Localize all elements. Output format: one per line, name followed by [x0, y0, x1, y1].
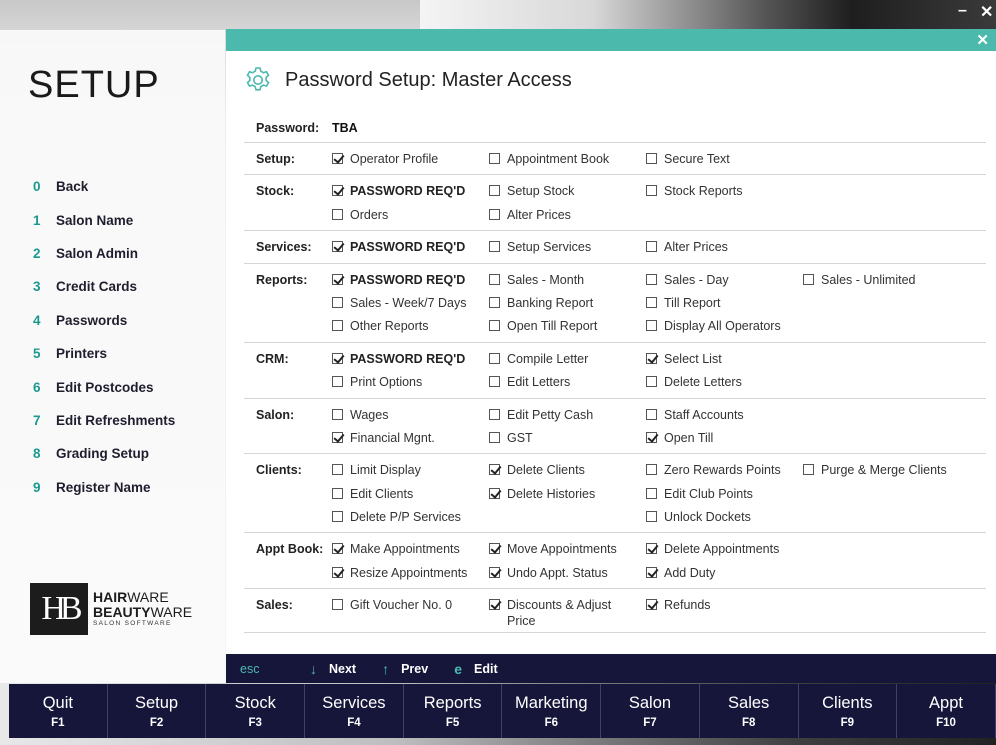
checkbox-staff-accounts[interactable] — [646, 404, 803, 427]
checkbox-label: Limit Display — [350, 463, 421, 478]
fkey-sales-button[interactable] — [700, 684, 799, 738]
logo-word: HAIR — [93, 589, 128, 606]
shortcut-label: Prev — [401, 661, 429, 676]
checkbox-label: PASSWORD REQ'D — [350, 272, 466, 287]
sidebar-item-label: Printers — [56, 346, 108, 362]
sidebar-item-number: 4 — [33, 312, 41, 328]
sidebar-item-label: Passwords — [56, 312, 128, 328]
checkbox-unchecked-icon[interactable] — [489, 432, 500, 443]
checkbox-unchecked-icon[interactable] — [489, 297, 500, 308]
checkbox-label: Edit Clients — [350, 486, 414, 501]
sidebar-item-number: 6 — [33, 379, 41, 395]
gear-icon — [243, 65, 273, 95]
checkbox-label: Alter Prices — [664, 240, 728, 255]
checkbox-unchecked-icon[interactable] — [332, 376, 343, 387]
section-options — [332, 343, 986, 398]
section-label: Reports: — [256, 272, 308, 287]
password-setup-dialog — [226, 29, 996, 654]
section-options — [332, 264, 986, 342]
checkbox-delete-letters[interactable] — [646, 371, 803, 394]
checkbox-unchecked-icon[interactable] — [803, 274, 814, 285]
permission-section-services — [244, 231, 986, 263]
checkbox-open-till-report[interactable] — [489, 315, 646, 338]
function-key-bar — [9, 684, 996, 738]
sidebar-item-number: 9 — [33, 479, 41, 495]
checkbox-gst[interactable] — [489, 427, 646, 450]
checkbox-label: Banking Report — [507, 295, 594, 310]
fkey-label: Reports — [423, 693, 482, 712]
checkbox-unchecked-icon[interactable] — [646, 185, 657, 196]
section-options — [332, 589, 986, 632]
dialog-close-button[interactable]: ✕ — [976, 32, 989, 49]
checkbox-delete-p-p-services[interactable] — [332, 506, 489, 529]
checkbox-label: Delete P/P Services — [350, 510, 461, 525]
section-label: Services: — [256, 240, 312, 255]
checkbox-financial-mgnt[interactable] — [332, 427, 489, 450]
checkbox-label: Move Appointments — [507, 542, 617, 557]
checkbox-operator-profile[interactable] — [332, 148, 489, 171]
checkbox-checked-icon[interactable] — [332, 185, 343, 196]
checkbox-unchecked-icon[interactable] — [646, 376, 657, 387]
sidebar — [0, 30, 225, 683]
logo-tagline: SALON SOFTWARE — [93, 619, 172, 627]
checkbox-checked-icon[interactable] — [332, 543, 343, 554]
fkey-shortcut: F9 — [840, 716, 855, 729]
up-arrow-icon: ↑ — [382, 660, 390, 677]
checkbox-label: Till Report — [664, 295, 721, 310]
checkbox-gift-voucher-no-0[interactable] — [332, 594, 489, 629]
section-options — [332, 143, 986, 174]
checkbox-unchecked-icon[interactable] — [646, 274, 657, 285]
checkbox-delete-appointments[interactable] — [646, 538, 803, 561]
checkbox-checked-icon[interactable] — [489, 567, 500, 578]
sidebar-item-number: 2 — [33, 245, 41, 261]
dialog-header — [243, 65, 572, 95]
permission-section-setup — [244, 143, 986, 175]
fkey-marketing-button[interactable] — [502, 684, 601, 738]
section-label: CRM: — [256, 351, 289, 366]
checkbox-unchecked-icon[interactable] — [803, 464, 814, 475]
sidebar-item-back[interactable] — [33, 170, 175, 203]
fkey-label: Stock — [234, 693, 276, 712]
permission-section-sales — [244, 589, 986, 633]
checkbox-setup-stock[interactable] — [489, 180, 646, 203]
checkbox-print-options[interactable] — [332, 371, 489, 394]
checkbox-stock-reports[interactable] — [646, 180, 803, 203]
checkbox-unchecked-icon[interactable] — [489, 153, 500, 164]
sidebar-item-passwords[interactable] — [33, 304, 175, 337]
sidebar-item-label: Grading Setup — [56, 446, 150, 462]
section-label: Appt Book: — [256, 542, 324, 557]
section-options — [332, 399, 986, 454]
checkbox-label: Print Options — [350, 375, 423, 390]
fkey-reports-button[interactable] — [404, 684, 503, 738]
sidebar-item-number: 1 — [33, 212, 41, 228]
checkbox-unchecked-icon[interactable] — [489, 274, 500, 285]
checkbox-label: Compile Letter — [507, 351, 589, 366]
sidebar-item-edit-postcodes[interactable] — [33, 370, 175, 403]
checkbox-limit-display[interactable] — [332, 459, 489, 482]
sidebar-item-label: Register Name — [56, 479, 151, 495]
sidebar-item-salon-name[interactable] — [33, 203, 175, 236]
checkbox-move-appointments[interactable] — [489, 538, 646, 561]
sidebar-item-grading-setup[interactable] — [33, 437, 175, 470]
permission-section-clients — [244, 454, 986, 533]
fkey-appt-button[interactable] — [897, 684, 996, 738]
sidebar-item-credit-cards[interactable] — [33, 270, 175, 303]
checkbox-label: Unlock Dockets — [664, 510, 751, 525]
section-options — [332, 454, 986, 532]
checkbox-label: Sales - Week/7 Days — [350, 295, 467, 310]
password-label: Password: — [256, 120, 320, 135]
sidebar-item-number: 8 — [33, 446, 41, 462]
checkbox-label: Undo Appt. Status — [507, 565, 608, 580]
checkbox-alter-prices[interactable] — [646, 236, 803, 259]
checkbox-label: Wages — [350, 407, 389, 422]
shortcut-edit[interactable] — [454, 661, 497, 677]
checkbox-unchecked-icon[interactable] — [646, 241, 657, 252]
checkbox-checked-icon[interactable] — [489, 464, 500, 475]
password-row — [244, 113, 986, 143]
fkey-label: Appt — [929, 693, 963, 712]
logo-word: BEAUTY — [93, 604, 151, 621]
down-arrow-icon: ↓ — [310, 660, 317, 677]
fkey-clients-button[interactable] — [799, 684, 898, 738]
fkey-shortcut: F7 — [643, 716, 657, 729]
checkbox-unchecked-icon[interactable] — [646, 464, 657, 475]
section-options — [332, 175, 986, 230]
checkbox-password-req-d[interactable] — [332, 269, 489, 292]
checkbox-label: Discounts & Adjust Price — [507, 598, 612, 629]
checkbox-unchecked-icon[interactable] — [332, 297, 343, 308]
checkbox-checked-icon[interactable] — [489, 599, 500, 610]
checkbox-secure-text[interactable] — [646, 148, 803, 171]
checkbox-password-req-d[interactable] — [332, 236, 489, 259]
checkbox-unchecked-icon[interactable] — [489, 376, 500, 387]
checkbox-label: Display All Operators — [664, 319, 781, 334]
checkbox-edit-club-points[interactable] — [646, 483, 803, 506]
checkbox-add-duty[interactable] — [646, 562, 803, 585]
sidebar-item-number: 0 — [33, 179, 41, 195]
checkbox-checked-icon[interactable] — [646, 543, 657, 554]
permission-section-stock — [244, 175, 986, 231]
checkbox-banking-report[interactable] — [489, 292, 646, 315]
checkbox-label: Stock Reports — [664, 184, 743, 199]
checkbox-label: PASSWORD REQ'D — [350, 240, 466, 255]
section-label: Stock: — [256, 184, 295, 199]
checkbox-label: Orders — [350, 207, 389, 222]
checkbox-label: Setup Services — [507, 240, 592, 255]
sidebar-item-label: Edit Refreshments — [56, 412, 176, 428]
logo-word: WARE — [150, 604, 193, 621]
checkbox-checked-icon[interactable] — [489, 488, 500, 499]
checkbox-undo-appt-status[interactable] — [489, 562, 646, 585]
checkbox-unchecked-icon[interactable] — [332, 209, 343, 220]
checkbox-unchecked-icon[interactable] — [332, 511, 343, 522]
fkey-shortcut: F2 — [149, 716, 164, 729]
checkbox-unchecked-icon[interactable] — [489, 320, 500, 331]
checkbox-sales-week-7-days[interactable] — [332, 292, 489, 315]
checkbox-delete-clients[interactable] — [489, 459, 646, 482]
checkbox-unchecked-icon[interactable] — [646, 297, 657, 308]
checkbox-label: Operator Profile — [350, 152, 439, 166]
checkbox-label: Sales - Unlimited — [821, 272, 916, 287]
checkbox-edit-clients[interactable] — [332, 483, 489, 506]
checkbox-sales-day[interactable] — [646, 269, 803, 292]
checkbox-delete-histories[interactable] — [489, 483, 646, 506]
checkbox-unchecked-icon[interactable] — [646, 409, 657, 420]
checkbox-label: Appointment Book — [507, 152, 610, 166]
sidebar-item-printers[interactable] — [33, 337, 175, 370]
sidebar-menu — [33, 170, 175, 504]
checkbox-label: Open Till Report — [507, 319, 598, 334]
fkey-label: Marketing — [515, 693, 588, 712]
permission-section-appt-book — [244, 533, 986, 589]
checkbox-zero-rewards-points[interactable] — [646, 459, 803, 482]
checkbox-label: Edit Letters — [507, 375, 571, 390]
status-bar — [226, 654, 996, 683]
section-label: Setup: — [256, 152, 295, 166]
checkbox-label: Purge & Merge Clients — [821, 463, 947, 478]
sidebar-item-label: Edit Postcodes — [56, 379, 154, 395]
checkbox-label: Secure Text — [664, 152, 730, 166]
sidebar-item-label: Back — [56, 179, 89, 195]
checkbox-label: Edit Petty Cash — [507, 407, 594, 422]
sidebar-item-number: 5 — [33, 346, 41, 362]
fkey-shortcut: F1 — [51, 716, 65, 729]
checkbox-unchecked-icon[interactable] — [332, 464, 343, 475]
section-label: Sales: — [256, 598, 293, 613]
checkbox-checked-icon[interactable] — [646, 353, 657, 364]
checkbox-resize-appointments[interactable] — [332, 562, 489, 585]
checkbox-label: Alter Prices — [507, 207, 571, 222]
checkbox-checked-icon[interactable] — [332, 241, 343, 252]
section-options — [332, 231, 986, 262]
fkey-shortcut: F10 — [936, 716, 956, 729]
sidebar-item-label: Salon Name — [56, 212, 134, 228]
checkbox-label: GST — [507, 430, 533, 445]
esc-hint[interactable]: esc — [240, 661, 260, 676]
sidebar-item-register-name[interactable] — [33, 471, 175, 504]
checkbox-checked-icon[interactable] — [646, 432, 657, 443]
checkbox-refunds[interactable] — [646, 594, 803, 629]
fkey-quit-button[interactable] — [9, 684, 108, 738]
checkbox-label: Sales - Day — [664, 272, 729, 287]
section-label: Clients: — [256, 463, 302, 478]
fkey-label: Services — [322, 693, 386, 712]
checkbox-checked-icon[interactable] — [646, 567, 657, 578]
checkbox-unchecked-icon[interactable] — [489, 409, 500, 420]
checkbox-label: Delete Appointments — [664, 542, 780, 557]
shortcut-label: Edit — [474, 661, 498, 676]
checkbox-checked-icon[interactable] — [332, 432, 343, 443]
checkbox-password-req-d[interactable] — [332, 348, 489, 371]
checkbox-make-appointments[interactable] — [332, 538, 489, 561]
checkbox-label: Edit Club Points — [664, 486, 753, 501]
checkbox-checked-icon[interactable] — [332, 353, 343, 364]
page-title: SETUP — [28, 64, 160, 106]
checkbox-discounts-adjust-price[interactable] — [489, 594, 646, 629]
checkbox-label: Other Reports — [350, 319, 429, 334]
checkbox-label: Setup Stock — [507, 184, 575, 199]
fkey-label: Sales — [728, 693, 770, 712]
checkbox-label: Delete Histories — [507, 486, 596, 501]
checkbox-edit-letters[interactable] — [489, 371, 646, 394]
checkbox-checked-icon[interactable] — [489, 543, 500, 554]
checkbox-sales-month[interactable] — [489, 269, 646, 292]
background-photo-top — [420, 0, 996, 30]
checkbox-unchecked-icon[interactable] — [489, 353, 500, 364]
minimize-button[interactable]: – — [958, 2, 967, 19]
checkbox-display-all-operators[interactable] — [646, 315, 803, 338]
shortcut-next[interactable] — [310, 661, 356, 677]
checkbox-alter-prices[interactable] — [489, 204, 646, 227]
shortcut-prev[interactable] — [382, 661, 428, 677]
fkey-label: Salon — [628, 693, 672, 712]
sidebar-item-number: 7 — [33, 412, 41, 428]
shortcut-label: Next — [329, 661, 357, 676]
permissions-table — [244, 113, 986, 633]
fkey-shortcut: F6 — [544, 716, 558, 729]
permission-section-reports — [244, 264, 986, 343]
checkbox-setup-services[interactable] — [489, 236, 646, 259]
checkbox-label: Staff Accounts — [664, 407, 744, 422]
checkbox-unchecked-icon[interactable] — [646, 488, 657, 499]
checkbox-unchecked-icon[interactable] — [332, 599, 343, 610]
checkbox-label: Sales - Month — [507, 272, 585, 287]
checkbox-unlock-dockets[interactable] — [646, 506, 803, 529]
checkbox-label: Select List — [664, 351, 722, 366]
checkbox-label: PASSWORD REQ'D — [350, 184, 466, 199]
checkbox-unchecked-icon[interactable] — [489, 185, 500, 196]
fkey-label: Setup — [134, 693, 179, 712]
checkbox-password-req-d[interactable] — [332, 180, 489, 203]
permission-section-salon — [244, 399, 986, 455]
checkbox-label: Open Till — [664, 430, 714, 445]
checkbox-unchecked-icon[interactable] — [489, 241, 500, 252]
fkey-shortcut: F5 — [445, 716, 460, 729]
checkbox-label: PASSWORD REQ'D — [350, 351, 466, 366]
checkbox-checked-icon[interactable] — [332, 274, 343, 285]
checkbox-compile-letter[interactable] — [489, 348, 646, 371]
sidebar-item-label: Salon Admin — [56, 245, 139, 261]
window-close-button[interactable]: ✕ — [980, 4, 994, 21]
checkbox-label: Refunds — [664, 598, 711, 613]
checkbox-select-list[interactable] — [646, 348, 803, 371]
fkey-services-button[interactable] — [305, 684, 404, 738]
checkbox-checked-icon[interactable] — [646, 599, 657, 610]
checkbox-orders[interactable] — [332, 204, 489, 227]
checkbox-unchecked-icon[interactable] — [646, 511, 657, 522]
logo-mark: HB — [30, 583, 88, 635]
checkbox-label: Delete Clients — [507, 463, 585, 478]
checkbox-unchecked-icon[interactable] — [332, 320, 343, 331]
sidebar-item-edit-refreshments[interactable] — [33, 404, 175, 437]
fkey-shortcut: F3 — [248, 716, 262, 729]
e-key-icon: e — [454, 660, 462, 677]
checkbox-label: Resize Appointments — [350, 565, 468, 580]
checkbox-wages[interactable] — [332, 404, 489, 427]
checkbox-label: Zero Rewards Points — [664, 463, 781, 478]
checkbox-appointment-book[interactable] — [489, 148, 646, 171]
section-label: Salon: — [256, 407, 295, 422]
checkbox-checked-icon[interactable] — [332, 153, 343, 164]
fkey-label: Quit — [42, 693, 73, 712]
checkbox-unchecked-icon[interactable] — [646, 320, 657, 331]
checkbox-unchecked-icon[interactable] — [332, 409, 343, 420]
checkbox-open-till[interactable] — [646, 427, 803, 450]
fkey-setup-button[interactable] — [108, 684, 207, 738]
password-value[interactable]: TBA — [332, 120, 358, 135]
checkbox-checked-icon[interactable] — [332, 567, 343, 578]
dialog-title-bar — [226, 29, 996, 51]
permission-section-crm — [244, 343, 986, 399]
fkey-shortcut: F8 — [741, 716, 756, 729]
checkbox-label: Gift Voucher No. 0 — [350, 598, 453, 613]
logo-word: WARE — [127, 589, 169, 606]
checkbox-unchecked-icon[interactable] — [332, 488, 343, 499]
checkbox-label: Make Appointments — [350, 542, 460, 557]
fkey-shortcut: F4 — [347, 716, 361, 729]
fkey-label: Clients — [822, 693, 873, 712]
logo-text — [93, 590, 192, 627]
hairware-logo — [30, 583, 192, 635]
checkbox-till-report[interactable] — [646, 292, 803, 315]
sidebar-item-number: 3 — [33, 279, 41, 295]
fkey-salon-button[interactable] — [601, 684, 700, 738]
checkbox-label: Financial Mgnt. — [350, 430, 435, 445]
checkbox-edit-petty-cash[interactable] — [489, 404, 646, 427]
checkbox-sales-unlimited[interactable] — [803, 269, 973, 292]
checkbox-unchecked-icon[interactable] — [646, 153, 657, 164]
sidebar-item-label: Credit Cards — [56, 279, 138, 295]
checkbox-unchecked-icon[interactable] — [489, 209, 500, 220]
checkbox-other-reports[interactable] — [332, 315, 489, 338]
section-options — [332, 533, 986, 588]
fkey-stock-button[interactable] — [206, 684, 305, 738]
checkbox-purge-merge-clients[interactable] — [803, 459, 973, 482]
checkbox-label: Delete Letters — [664, 375, 742, 390]
sidebar-item-salon-admin[interactable] — [33, 237, 175, 270]
checkbox-label: Add Duty — [664, 565, 716, 580]
dialog-title: Password Setup: Master Access — [285, 68, 572, 91]
